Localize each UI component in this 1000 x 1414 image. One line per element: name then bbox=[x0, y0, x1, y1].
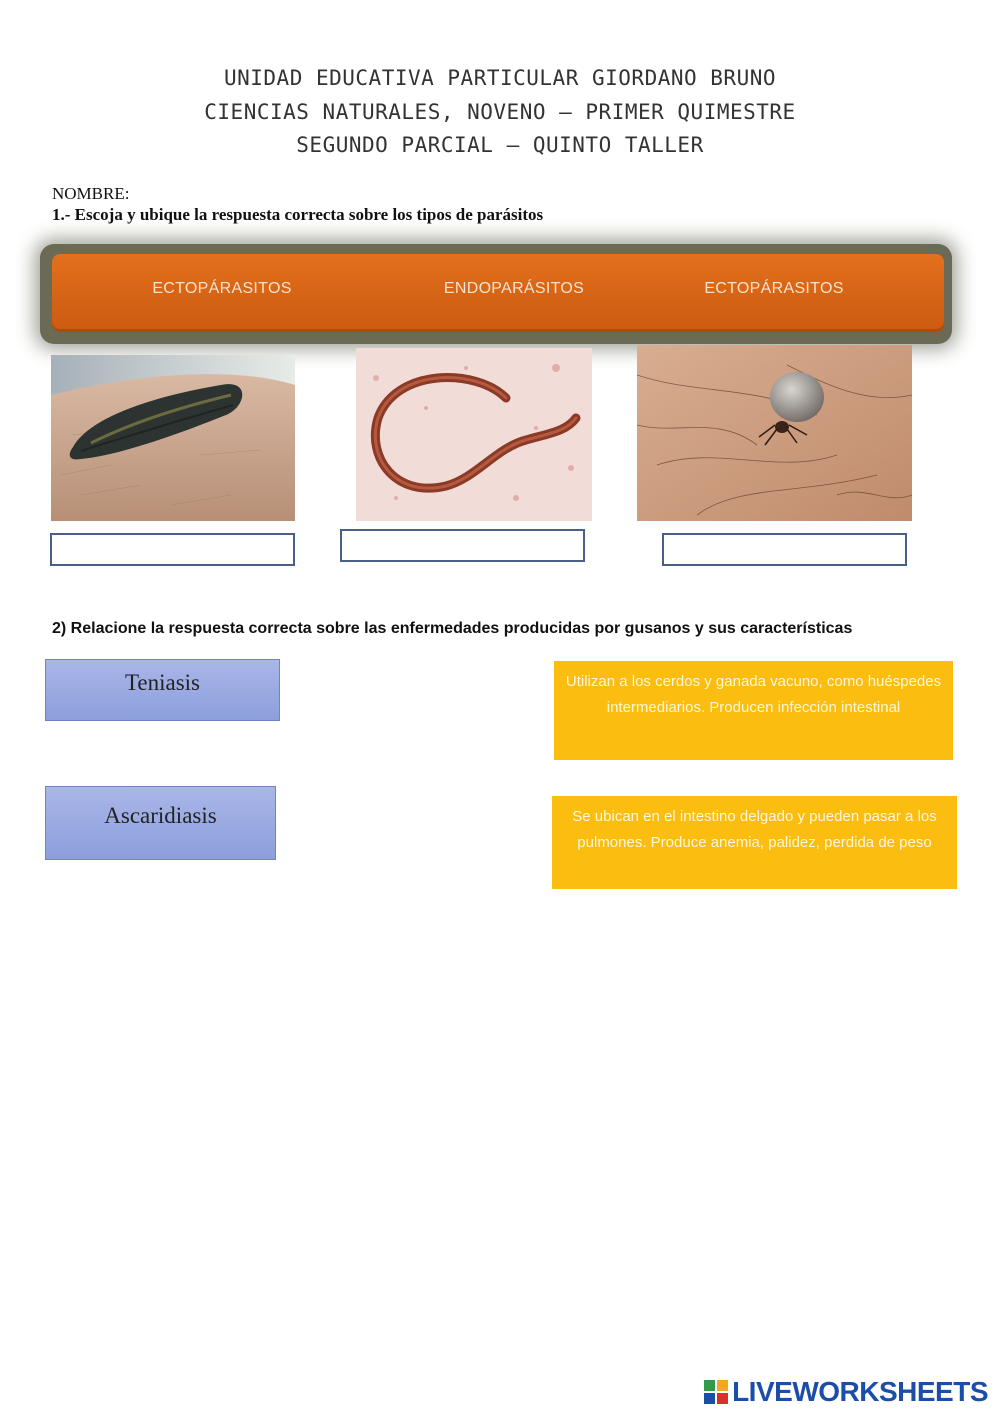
header-line-2: CIENCIAS NATURALES, NOVENO – PRIMER QUIMESTRE bbox=[204, 100, 796, 124]
tick-photo bbox=[637, 345, 912, 521]
term-teniasis[interactable]: Teniasis bbox=[45, 659, 280, 721]
answer-box-1[interactable] bbox=[50, 533, 295, 566]
description-1[interactable]: Utilizan a los cerdos y ganada vacuno, como huéspedes intermediarios. Producen infección intestinal bbox=[554, 661, 953, 760]
question-1-text: 1.- Escoja y ubique la respuesta correcta sobre los tipos de parásitos bbox=[52, 205, 544, 224]
liveworksheets-logo bbox=[704, 1376, 988, 1408]
logo-text: LIVEWORKSHEETS bbox=[732, 1376, 988, 1407]
header-line-1: UNIDAD EDUCATIVA PARTICULAR GIORDANO BRUNO bbox=[223, 66, 776, 90]
answer-box-2[interactable] bbox=[340, 529, 585, 562]
option-endoparasitos[interactable]: ENDOPARÁSITOS bbox=[443, 280, 585, 297]
liveworksheets-logo-icon bbox=[704, 1380, 728, 1404]
option-ectoparasitos-2[interactable]: ECTOPÁRASITOS bbox=[704, 280, 844, 297]
roundworm-photo bbox=[356, 348, 592, 521]
leech-photo bbox=[51, 355, 295, 521]
nombre-label: NOMBRE: bbox=[52, 184, 130, 203]
term-ascaridiasis[interactable]: Ascaridiasis bbox=[45, 786, 276, 860]
header-line-3: SEGUNDO PARCIAL – QUINTO TALLER bbox=[296, 133, 704, 157]
description-2[interactable]: Se ubican en el intestino delgado y pueden pasar a los pulmones. Produce anemia, palidez, perdida de peso bbox=[552, 796, 957, 889]
question-2-text: 2) Relacione la respuesta correcta sobre las enfermedades producidas por gusanos y sus características bbox=[52, 620, 853, 637]
option-ectoparasitos-1[interactable]: ECTOPÁRASITOS bbox=[152, 280, 292, 297]
answer-box-3[interactable] bbox=[662, 533, 907, 566]
